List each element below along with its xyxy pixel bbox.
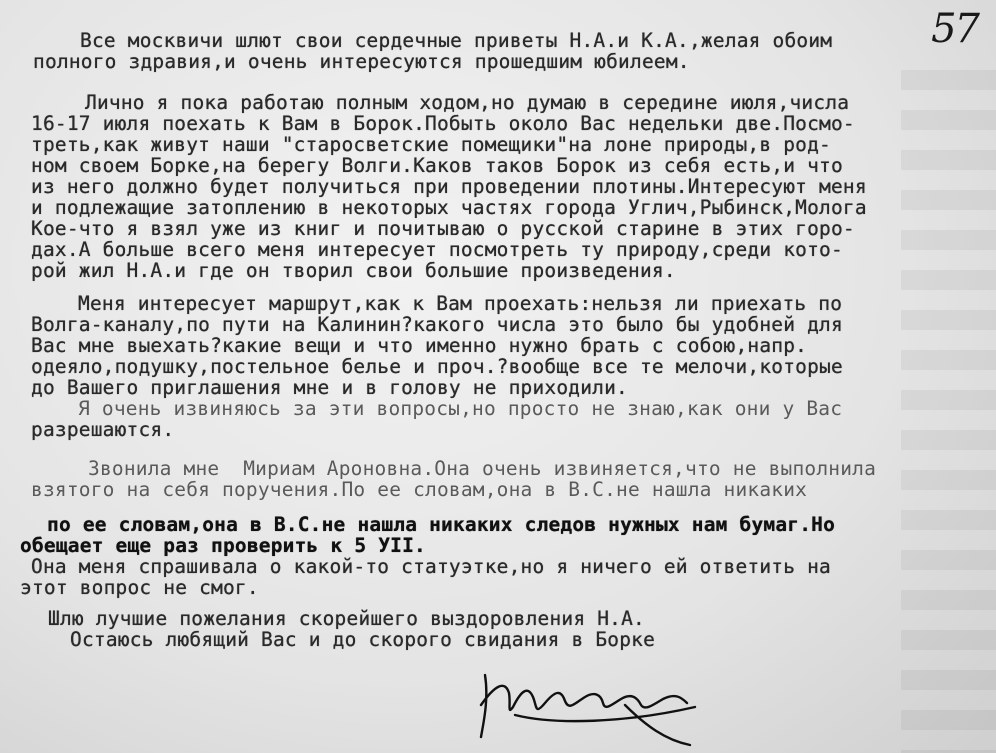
- text-line: до Вашего приглашения мне и в голову не приходили.: [31, 376, 628, 399]
- text-line: Лично я пока работаю полным ходом,но думаю в середине июля,числа: [85, 91, 850, 114]
- text-line: Шлю лучшие пожелания скорейшего выздоровления Н.А.: [48, 607, 645, 630]
- text-line: из него должно будет получиться при проведении плотины.Интересуют меня: [31, 175, 867, 198]
- text-line: и подлежащие затоплению в некоторых частях города Углич,Рыбинск,Молога: [31, 196, 867, 219]
- text-line: дах.А больше всего меня интересует посмотреть ту природу,среди кото-: [31, 238, 843, 261]
- text-line: обещает еще раз проверить к 5 УII.: [20, 534, 426, 557]
- text-line: взятого на себя поручения.По ее словам,она в В.С.не нашла никаких: [31, 478, 808, 501]
- text-line: Все москвичи шлют свои сердечные приветы Н.А.и К.А.,желая обоим: [80, 29, 833, 52]
- handwritten-signature: [475, 645, 720, 750]
- text-line: одеяло,подушку,постельное белье и проч.?вообще все те мелочи,которые: [31, 355, 843, 378]
- text-line: 16-17 июля поехать к Вам в Борок.Побыть около Вас недельки две.Посмо-: [31, 112, 855, 135]
- text-line: Вас мне выехать?какие вещи и что именно нужно брать с собою,напр.: [31, 334, 808, 357]
- text-line: Меня интересует маршрут,как к Вам проехать:нельзя ли приехать по: [78, 292, 843, 315]
- text-line: разрешаются.: [31, 418, 175, 441]
- text-line: ном своем Борке,на берегу Волги.Каков таков Борок из себя есть,и что: [31, 154, 843, 177]
- text-line: рой жил Н.А.и где он творил свои большие произведения.: [31, 259, 676, 282]
- text-line: Кое-что я взял уже из книг и почитываю о русской старине в этих горо-: [31, 217, 855, 240]
- text-line: по ее словам,она в В.С.не нашла никаких следов нужных нам бумаг.Но: [47, 513, 836, 536]
- text-line: Я очень извиняюсь за эти вопросы,но просто не знаю,как они у Вас: [78, 397, 843, 420]
- text-line: Волга-каналу,по пути на Калинин?какого числа это было бы удобней для: [31, 313, 843, 336]
- text-line: Остаюсь любящий Вас и до скорого свидания в Борке: [70, 628, 656, 651]
- page-number: 57: [931, 6, 978, 52]
- text-line: этот вопрос не смог.: [20, 576, 259, 599]
- text-line: треть,как живут наши "старосветские помещики"на лоне природы,в род-: [31, 133, 831, 156]
- text-line: Звонила мне Мириам Ароновна.Она очень извиняется,что не выполнила: [88, 457, 877, 480]
- bleed-through-shadow: [901, 70, 996, 753]
- text-line: Она меня спрашивала о какой-то статуэтке,но я ничего ей ответить на: [31, 555, 831, 578]
- text-line: полного здравия,и очень интересуются прошедшим юбилеем.: [33, 50, 690, 73]
